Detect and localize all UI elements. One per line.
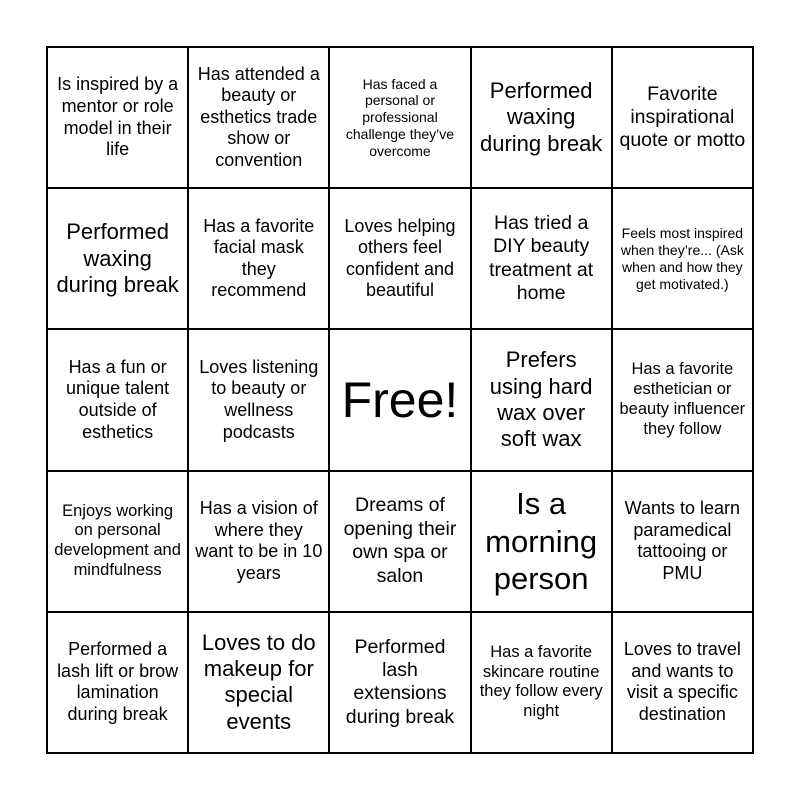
bingo-cell[interactable]: [48, 613, 189, 754]
bingo-cell[interactable]: [330, 472, 471, 613]
bingo-cell-text: Dreams of opening their own spa or salon: [343, 494, 457, 587]
bingo-cell-text: Has a favorite skincare routine they follow every night: [479, 642, 603, 721]
bingo-cell-text: Favorite inspirational quote or motto: [619, 82, 746, 152]
bingo-cell-text: Performed a lash lift or brow lamination during break: [57, 639, 179, 724]
bingo-cell[interactable]: [613, 613, 754, 754]
bingo-cell-text: Performed waxing during break: [56, 219, 179, 297]
bingo-cell[interactable]: [472, 472, 613, 613]
bingo-cell-text: Performed waxing during break: [480, 78, 603, 156]
free-space-label: Free!: [341, 371, 459, 428]
bingo-cell[interactable]: [189, 613, 330, 754]
bingo-cell-text: Wants to learn paramedical tattooing or PMU: [624, 497, 741, 583]
bingo-cell-text: Enjoys working on personal development and mindfulness: [54, 501, 181, 579]
bingo-cell[interactable]: [472, 189, 613, 330]
bingo-cell-text: Is inspired by a mentor or role model in their life: [57, 74, 179, 160]
bingo-cell[interactable]: [613, 330, 754, 471]
bingo-cell[interactable]: [472, 613, 613, 754]
bingo-cell[interactable]: [189, 48, 330, 189]
bingo-cell[interactable]: [330, 189, 471, 330]
bingo-cell[interactable]: [48, 330, 189, 471]
bingo-cell[interactable]: [330, 48, 471, 189]
bingo-cell-text: Performed lash extensions during break: [345, 635, 455, 728]
bingo-cell[interactable]: [613, 189, 754, 330]
bingo-board: [46, 46, 754, 754]
bingo-cell[interactable]: [613, 48, 754, 189]
bingo-cell[interactable]: [48, 189, 189, 330]
bingo-cell-text: Has attended a beauty or esthetics trade show or convention: [197, 63, 320, 170]
bingo-cell-text: Feels most inspired when they’re... (Ask when and how they get motivated.): [620, 225, 744, 292]
bingo-cell-text: Has tried a DIY beauty treatment at home: [489, 212, 594, 305]
bingo-cell[interactable]: [189, 189, 330, 330]
bingo-cell-text: Loves listening to beauty or wellness podcasts: [199, 356, 319, 442]
bingo-cell-text: Loves helping others feel confident and beautiful: [344, 215, 456, 301]
bingo-cell-text: Loves to do makeup for special events: [201, 629, 316, 734]
bingo-cell-text: Has a fun or unique talent outside of esthetics: [66, 356, 170, 442]
bingo-cell[interactable]: [189, 472, 330, 613]
bingo-cell-text: Has a vision of where they want to be in 10 years: [195, 497, 323, 583]
bingo-cell[interactable]: [48, 48, 189, 189]
bingo-cell-text: Has faced a personal or professional challenge they’ve overcome: [345, 75, 455, 159]
bingo-cell[interactable]: [189, 330, 330, 471]
bingo-cell-text: Is a morning person: [485, 486, 598, 596]
bingo-cell-text: Has a favorite facial mask they recommend: [203, 215, 315, 301]
bingo-cell-text: Loves to travel and wants to visit a specific destination: [623, 639, 741, 724]
free-space[interactable]: [330, 330, 471, 471]
bingo-cell-text: Prefers using hard wax over soft wax: [489, 347, 593, 452]
bingo-cell[interactable]: [48, 472, 189, 613]
bingo-cell[interactable]: [472, 330, 613, 471]
bingo-cell[interactable]: [613, 472, 754, 613]
bingo-cell[interactable]: [330, 613, 471, 754]
bingo-cell-text: Has a favorite esthetician or beauty influencer they follow: [619, 360, 746, 438]
bingo-cell[interactable]: [472, 48, 613, 189]
